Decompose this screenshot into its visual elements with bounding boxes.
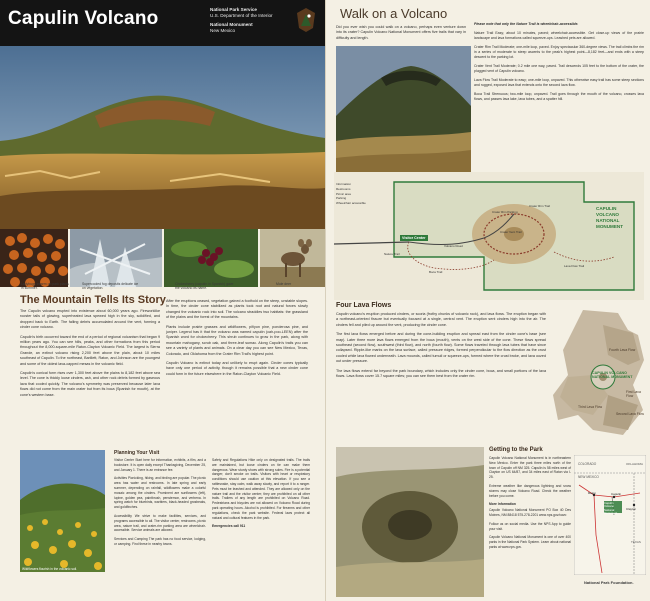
story-paragraph: Capulin Volcano is extinct today and unlikely to erupt again. Cinder cones typically have only one period of activity, though it remains possible that a new cinder cone could form in the future elsewhere in the Raton-Clayton Volcanic Field. — [166, 361, 308, 376]
monument-label-line: CAPULIN — [596, 206, 617, 211]
caption-chokecherry: Chokecherry (capulín in Spanish) gave the volcano its name. — [175, 282, 234, 290]
region-label-raton: Raton — [588, 491, 597, 495]
legend-item: Information — [336, 182, 352, 186]
planning-paragraph: Accessibility We strive to make facilities, services, and programs accessible to all. The visitor center, restrooms, picnic area, nature trail, and crater-rim parking area are wheelchair-accessible. Service animals are allowed. — [114, 513, 206, 533]
map-label-crater-vent: Crater Vent Trail — [500, 230, 522, 234]
lava-paragraph: The first lava flows emerged before and during the cone-building eruption and spread east from the cinder cone's base (see map). Later three more lava flows emerged from the boca (mouth), vents on the west side of the cone. These flows spread southeast (second flow), southwest (third flow), and north (fourth flow). Some flows traveled through lava tubes that have since collapsed. Ripple-like marks on the lava surface, called pressure ridges, formed perpendicular to the flow direction as the crust cooled while lava flowed underneath. Lava mounds, called tumuli or squeeze-ups, formed where the crust broke, and lava oozed out under pressure. — [336, 332, 546, 364]
nps-arrowhead-icon — [297, 8, 315, 32]
story-paragraph: Capulin's birth occurred toward the end of a period of regional volcanism that began 9 million years ago. You can see hills, peaks, and other formations from this period throughout the 8,000-square-mile Raton-Clayton Volcanic Field. The largest is Sierra Grande, an extinct volcano rising 2,200 feet above the plain, about 10 miles southeast of Capulin. To the northeast, Barillett, Raton, and Johnson are the youngest and some of the oldest lava-capped mesas in the volcanic field. — [20, 334, 160, 366]
fourth-lava-flow-label: Fourth Lava Flow — [609, 348, 636, 352]
story-paragraph: Capulin's conical form rises over 1,300 feet above the plains to 8,182 feet above sea level. The cone is thickly loose cinders, ash, and other rock debris formed by gaseous lava that cooled quickly. The volcano's symmetry was preserved because later lava flows did not come from the main crater but from its boca (Spanish for mouth), at the cone's western base. — [20, 371, 160, 397]
getting-text — [489, 456, 571, 597]
caption-ladybugs: Ladybugs swarm on park plants in summer. — [21, 282, 69, 290]
trail-map — [334, 172, 644, 300]
monument-label-line: MONUMENT — [596, 224, 624, 229]
foundation-logo: National Park Foundation. — [584, 580, 634, 585]
monument-label-line: VOLCANO — [596, 212, 619, 217]
trail-item-boca: Boca Trail Strenuous; two-mile loop, unpaved. Trail goes through the mouth of the volcano, crosses lava flows, and passes lava lake, lava tubes, and a spatter hill. — [474, 92, 644, 101]
planning-column-1 — [114, 458, 206, 596]
more-info-heading: More Information — [489, 502, 516, 507]
walk-intro-text: Did you ever wish you could walk on a volcano, perhaps even venture down into its crater? Capulin Volcano National Monument offers five trails that vary in difficulty and length. — [336, 25, 466, 40]
legend-item: Wheelchair accessible — [336, 201, 366, 206]
region-label-monument: Capulin Volcano National Monument — [604, 501, 618, 516]
chokecherry-photo — [164, 229, 258, 287]
trail-list — [474, 22, 644, 172]
story-column-2 — [166, 299, 308, 445]
trail-item-crater-rim: Crater Rim Trail Moderate; one-mile loop, paved. Enjoy spectacular 360-degree views. The trail climbs the rim in a series of moderate to steep ascents to the peak's highest point—8,182 feet—and ends with a steep descent to the parking lot. — [474, 45, 644, 59]
walk-intro — [336, 25, 466, 45]
story-column-1 — [20, 309, 160, 445]
region-label-oklahoma: OKLAHOMA — [626, 462, 644, 466]
story-paragraph: The Capulin volcano erupted into existence about 60,000 years ago. Fireworklike rooster tails of glowing, superheated lava spewed high in the sky, solidified, and dropped back to Earth. The falling debris accumulated around the vent, forming a cinder cone volcano. — [20, 309, 160, 330]
trail-item-nature: Nature Trail Easy; about 10 minutes, paved; wheelchair-accessible. Get close-up views of the prairie landscape and lava formations called squeeze-ups. Leashed pets are allowed. — [474, 31, 644, 40]
title-bar — [0, 0, 325, 46]
lava-paragraph: Capulin volcano's eruption produced cinders, or scoria (frothy chunks of volcanic rock), and lava flows. The eruption began with a northeast-oriented fissure but eventually focused at a single, central vent. The eruption sent cinders high into the air. The cinders fell and piled up around the vent, producing the cinder cone. — [336, 312, 546, 327]
map-label-volcano-road: Volcano Road — [444, 244, 463, 248]
photo-strip — [0, 229, 325, 287]
trail-item-lava-flow: Lava Flow Trail Moderate to easy; one-mile loop, unpaved. This otherwise easy trail has some steep sections and rugged, exposed lava that extends onto the second lava flow. — [474, 78, 644, 87]
lava-map-monument-label: CAPULIN VOLCANO NATIONAL MONUMENT — [592, 371, 633, 380]
wildflowers-photo — [20, 450, 105, 572]
lava-paragraph: The lava flows extend far beyond the park boundary, which includes only the cinder cone, boca, and small portions of the lava flows. Lava flows cover 15.7 square miles; you can see them best from the crater rim. — [336, 368, 546, 379]
legend-item: Picnic area — [336, 191, 351, 196]
planning-paragraph: Visitor Center Start here for information, exhibits, a film, and a bookstore. It is open daily except Thanksgiving, December 25, and January 1. There is an entrance fee. — [114, 458, 206, 472]
planning-paragraph: Activities Picnicking, hiking, and birding are popular. The picnic area has water and restrooms. In late spring and early summer, depending on rainfall, wildflowers make a colorful mosaic among the cinders. Prominent are sunflowers (left), lupine, golden pea, paintbrush, penstemon, and verbena. In spring watch for bluebirds, warblers, black-headed grosbeaks, and goldfinches. — [114, 476, 206, 510]
story-paragraph: After the eruptions ceased, vegetation gained a foothold on the steep, unstable slopes. In time, the cinder cone stabilized as plants took root and natural forces slowly changed the volcanic rock into soil. The volcano straddles two habitats: the grassland of the plains and the forest of the mountains. — [166, 299, 308, 320]
unit-line-1: National Monument — [210, 22, 253, 27]
map-label-boca: Boca Trail — [429, 270, 443, 274]
map-label-lava-flow: Lava Flow Trail — [564, 264, 585, 268]
map-legend — [336, 182, 376, 214]
agency-line-2: U.S. Department of the Interior — [210, 13, 273, 18]
getting-paragraph: Capulin Volcano National Monument is in northeastern New Mexico. Enter the park three miles north of the town of Capulin off NM 325. Capulin is 58 miles west of Clayton on US 64/87, and 34 miles east of Raton via I-25. — [489, 456, 571, 480]
legend-item: Restrooms — [336, 186, 351, 191]
third-lava-flow-label: Third Lava Flow — [578, 405, 603, 409]
region-label-capulin: Capulin — [611, 492, 622, 496]
planning-heading: Planning Your Visit — [114, 450, 160, 456]
first-lava-flow-label: First Lava Flow — [626, 390, 641, 398]
region-label-colorado: COLORADO — [578, 462, 597, 466]
agency-block — [210, 7, 273, 34]
cinder-cone-photo — [336, 46, 471, 172]
page-title: Capulin Volcano — [8, 8, 159, 29]
right-panel — [325, 0, 650, 601]
safety-paragraph: Safety and Regulations Hike only on designated trails. The trails are maintained, but loose cinders on tie can make them dangerous. Wear sturdy shoes with strong soles. Fire is a potential danger; don't smoke on trails. Visitors with heart or respiratory conditions should use caution at this elevation. If you see a rattlesnake, stay calm, walk away slowly, and report it to a ranger. Pets must be leashed and attended. They are allowed only on the nature trail and the visitor center; they are prohibited on all other trails. Trailers of any length are prohibited on Volcano Road. Pedestrians and bicycles are not allowed on Volcano Road during park operating hours. Alcohol is prohibited. For firearms and other regulations, check the park website. Federal laws protect all natural and cultural features in the park. — [212, 458, 310, 520]
region-label-new-mexico: NEW MEXICO — [578, 475, 599, 479]
caption-ice-fog: Supercooled fog deposits delicate ice on vegetation. — [82, 282, 139, 290]
map-label-parking: Crater Rim Parking — [492, 210, 518, 214]
lava-heading: Four Lava Flows — [336, 302, 392, 309]
contact-info: Capulin Volcano National Monument PO Box 40 Des Moines, NM 88418 575-278-2201 www.nps.gov/cavo — [489, 508, 571, 517]
map-label-nature-trail: Nature Trail — [384, 252, 400, 256]
legend-item: Parking — [336, 196, 347, 201]
lava-text — [336, 312, 546, 442]
volcano-aerial-photo — [336, 447, 484, 597]
walk-heading: Walk on a Volcano — [340, 6, 448, 21]
planning-column-2 — [212, 458, 310, 596]
accessibility-note: Please note that only the Nature Trail is wheelchair-accessible. — [474, 22, 579, 26]
wildflowers-caption: Wildflowers flourish in the volcanic soil. — [22, 567, 78, 571]
trail-item-crater-vent: Crater Vent Trail Moderate; 0.2 mile one way, paved. Trail descends 105 feet to the bottom of the crater, the plugged vent of Capulin volcano. — [474, 64, 644, 73]
second-lava-flow-label: Second Lava Flow — [616, 412, 644, 416]
emergency-line: Emergencies call 911 — [212, 524, 246, 529]
ice-fog-photo — [70, 229, 162, 287]
caption-mule-deer: Mule deer — [276, 282, 292, 286]
story-heading: The Mountain Tells Its Story — [20, 294, 166, 306]
volcano-hero-photo — [0, 46, 325, 229]
region-label-clayton: Clayton — [626, 507, 637, 511]
trail-map-terrain — [334, 172, 644, 300]
getting-paragraph: Capulin Volcano National Monument is one of over 400 parks in the National Park System. Learn about national parks at www.nps.gov. — [489, 535, 571, 549]
story-paragraph: Plants include prairie grasses and wildflowers, piñyon pine, ponderosa pine, and juniper. Legend has it that the volcano was named capulín (cah-poo-LEEN) after the Spanish word for chokecherry. This shrub continues to grow in the park, along with mountain mahogany, scrub oak, and three-leaf sumac. Along Capulin's trails you can see a variety of plants and animals. On a clear day you can see New Mexico, Texas, Colorado, and Oklahoma from the Crater Rim Trail's highest point. — [166, 324, 308, 356]
getting-paragraph: Follow us on social media. Use the NPS App to guide your visit. — [489, 521, 571, 531]
region-label-texas: TEXAS — [631, 540, 641, 544]
ladybugs-photo — [0, 229, 68, 287]
map-label-crater-rim: Crater Rim Trail — [529, 204, 551, 208]
unit-line-2: New Mexico — [210, 28, 236, 33]
planning-paragraph: Services and Camping The park has no food service, lodging, or camping. Find these in nearby towns. — [114, 537, 206, 546]
getting-heading: Getting to the Park — [489, 447, 543, 453]
monument-label-line: NATIONAL — [596, 218, 620, 223]
monument-label — [596, 206, 623, 230]
getting-paragraph: Extreme weather like dangerous lightning and snow storms may close Volcano Road. Check the weather before you come. — [489, 483, 571, 498]
mule-deer-photo — [260, 229, 325, 287]
agency-line-1: National Park Service — [210, 7, 257, 12]
visitor-center-label: Visitor Center — [402, 236, 426, 240]
